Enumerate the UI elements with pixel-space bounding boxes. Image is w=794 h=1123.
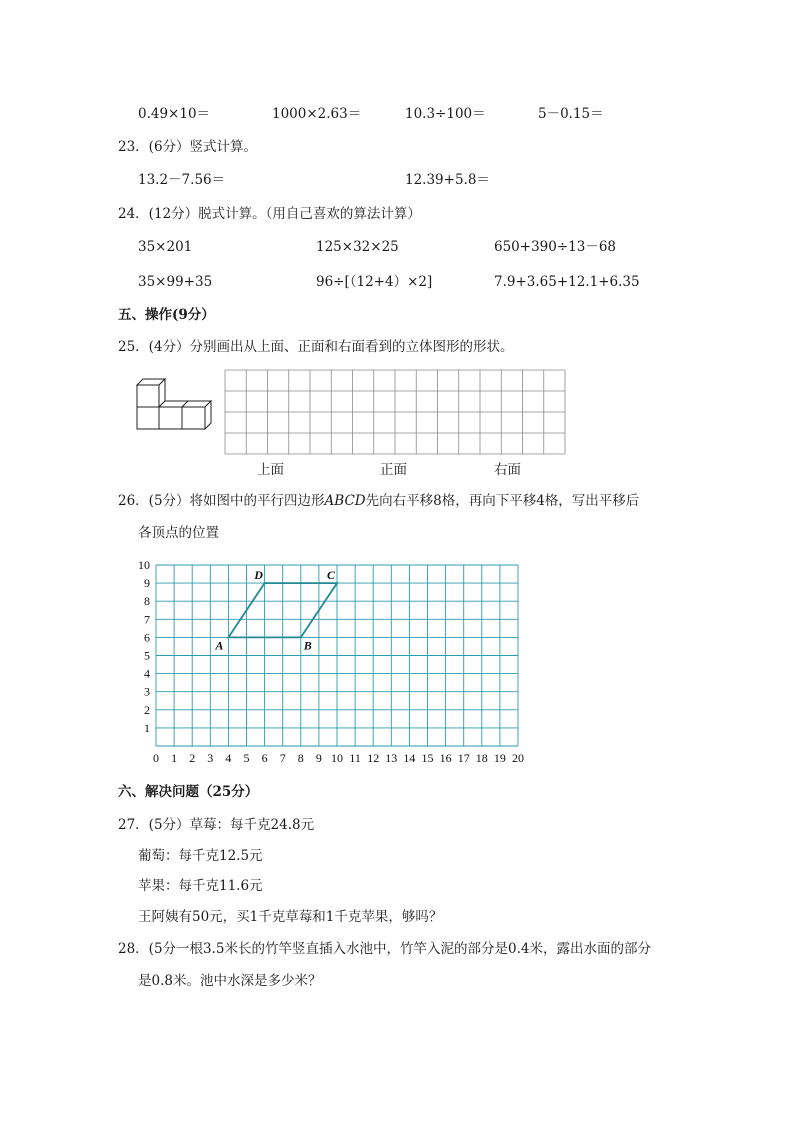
vertex-label: C [326,568,336,583]
y-tick-label: 10 [138,558,150,572]
x-tick-label: 20 [512,751,524,765]
y-tick-label: 2 [144,702,150,717]
x-tick-label: 5 [243,751,250,765]
question-26-title [118,495,639,509]
y-tick-label: 7 [144,612,150,627]
x-tick-label: 4 [225,751,232,765]
grid-label-front: 正面 [380,462,407,478]
x-tick-label: 8 [297,751,304,765]
x-tick-label: 2 [189,751,196,765]
calc-item: 10.3÷100＝ [405,106,486,122]
calc-item: 13.2－7.56＝ [138,172,226,188]
y-tick-label: 6 [144,630,150,645]
x-tick-label: 9 [315,751,322,765]
calc-item: 7.9+3.65+12.1+6.35 [494,274,640,290]
calc-item: 1000×2.63＝ [272,106,362,122]
x-tick-label: 13 [385,751,398,765]
calc-item: 96÷[（12+4）×2] [316,274,433,290]
question-26-title-line2: 各顶点的位置 [138,525,219,541]
x-tick-label: 7 [279,751,286,765]
x-tick-label: 18 [475,751,488,765]
question-25-title: 25．(4分）分别画出从上面、正面和右面看到的立体图形的形状。 [118,339,514,355]
question-24-title: 24．(12分）脱式计算。（用自己喜欢的算法计算） [118,206,421,222]
calc-item: 125×32×25 [316,239,399,255]
calc-item: 650+390÷13－68 [494,239,617,255]
calc-item: 0.49×10＝ [138,106,211,122]
grid-label-right: 右面 [494,462,521,478]
calc-item: 5－0.15＝ [538,106,604,122]
vertex-label: D [254,568,263,583]
section-heading: 五、操作(9分） [118,307,215,323]
x-tick-label: 17 [457,751,470,765]
question-26-title-post: 先向右平移8格，再向下平移4格，写出平移后 [365,493,640,509]
shape-name: ABCD [324,493,366,509]
y-tick-label: 3 [144,684,150,699]
question-27-line: 葡萄：每千克12.5元 [138,848,263,864]
x-tick-label: 19 [493,751,506,765]
cube-figure [136,378,216,433]
y-tick-label: 8 [144,594,150,609]
x-tick-label: 14 [403,751,416,765]
y-tick-label: 5 [144,648,150,663]
question-26-title-pre: 26．(5分）将如图中的平行四边形 [118,493,325,509]
question-27-line: 27．(5分）草莓：每千克24.8元 [118,817,315,833]
x-tick-label: 3 [207,751,214,765]
x-tick-label: 11 [349,751,361,765]
question-27-line: 苹果：每千克11.6元 [138,878,263,894]
coordinate-grid [134,556,534,768]
x-tick-label: 0 [153,751,159,765]
drawing-grid [224,369,566,455]
vertex-label: B [303,638,312,653]
x-tick-label: 10 [331,751,343,765]
x-tick-label: 15 [421,751,434,765]
x-tick-label: 16 [439,751,452,765]
vertex-label: A [215,638,224,653]
y-tick-label: 1 [144,720,150,735]
section-heading: 六、解决问题（25分） [118,784,259,800]
calc-item: 12.39+5.8＝ [405,172,490,188]
calc-item: 35×201 [138,239,193,255]
y-tick-label: 4 [144,666,150,681]
x-tick-label: 12 [367,751,380,765]
x-tick-label: 6 [261,751,268,765]
question-23-title: 23．(6分）竖式计算。 [118,139,258,155]
grid-label-top: 上面 [257,462,284,478]
question-27-line: 王阿姨有50元，买1千克草莓和1千克苹果，够吗？ [138,909,443,925]
y-tick-label: 9 [144,576,150,591]
question-28-line: 28．(5分一根3.5米长的竹竿竖直插入水池中，竹竿入泥的部分是0.4米，露出水面的部分 [118,941,651,957]
x-tick-label: 1 [171,751,178,765]
question-28-line: 是0.8米。池中水深是多少米？ [138,973,322,989]
calc-item: 35×99+35 [138,274,213,290]
